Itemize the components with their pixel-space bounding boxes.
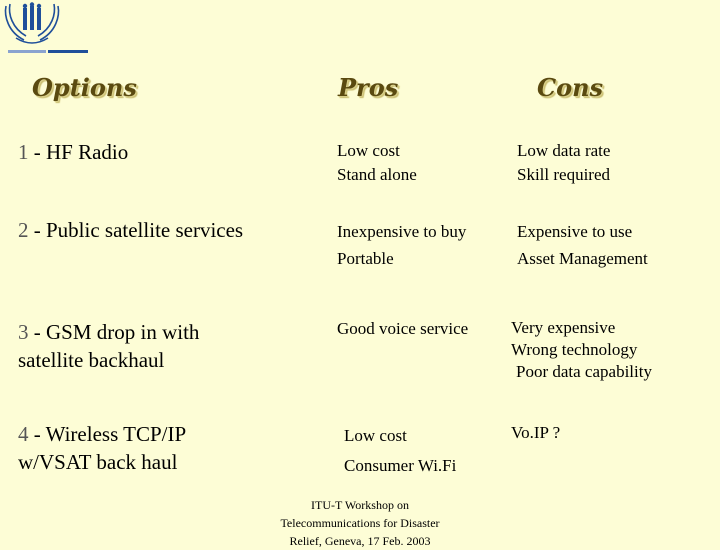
footer-line: Relief, Geneva, 17 Feb. 2003 <box>289 534 431 548</box>
con-item: Poor data capability <box>516 362 652 381</box>
con-item: Vo.IP ? <box>511 423 561 442</box>
cons-1 <box>517 139 610 187</box>
option-label-line2: w/VSAT back haul <box>18 450 178 474</box>
option-number: 3 <box>18 320 29 344</box>
option-number: 1 <box>18 140 29 164</box>
unhcr-logo <box>2 2 92 64</box>
con-item: Skill required <box>517 165 611 184</box>
header-cons: Cons <box>537 73 604 102</box>
con-item: Very expensive <box>511 318 616 337</box>
cons-3 <box>511 317 652 383</box>
cons-4 <box>511 421 560 445</box>
option-4 <box>18 420 186 476</box>
pros-4 <box>344 421 456 481</box>
con-item: Low data rate <box>517 141 611 160</box>
footer-line: ITU-T Workshop on <box>311 498 409 512</box>
option-label: - HF Radio <box>28 140 129 164</box>
unhcr-emblem-icon <box>2 2 92 64</box>
pros-3 <box>337 317 468 341</box>
pro-item: Low cost <box>337 141 400 160</box>
con-item: Wrong technology <box>511 340 638 359</box>
pro-item: Inexpensive to buy <box>337 222 467 241</box>
pro-item: Consumer Wi.Fi <box>344 456 457 475</box>
option-2 <box>18 216 243 244</box>
option-number: 2 <box>18 218 29 242</box>
option-label: - Wireless TCP/IP <box>28 422 187 446</box>
header-options: Options <box>32 73 137 102</box>
pro-item: Good voice service <box>337 319 469 338</box>
pro-item: Low cost <box>344 426 407 445</box>
slide-footer <box>250 496 470 550</box>
option-label: - Public satellite services <box>28 218 244 242</box>
option-label-line2: satellite backhaul <box>18 348 165 372</box>
option-number: 4 <box>18 422 29 446</box>
option-label: - GSM drop in with <box>28 320 200 344</box>
con-item: Asset Management <box>517 249 648 268</box>
footer-line: Telecommunications for Disaster <box>280 516 440 530</box>
con-item: Expensive to use <box>517 222 633 241</box>
header-pros: Pros <box>338 73 399 102</box>
pro-item: Portable <box>337 249 394 268</box>
pros-2 <box>337 218 466 272</box>
pro-item: Stand alone <box>337 165 417 184</box>
option-3 <box>18 318 199 374</box>
cons-2 <box>517 218 648 272</box>
pros-1 <box>337 139 417 187</box>
option-1 <box>18 138 128 166</box>
